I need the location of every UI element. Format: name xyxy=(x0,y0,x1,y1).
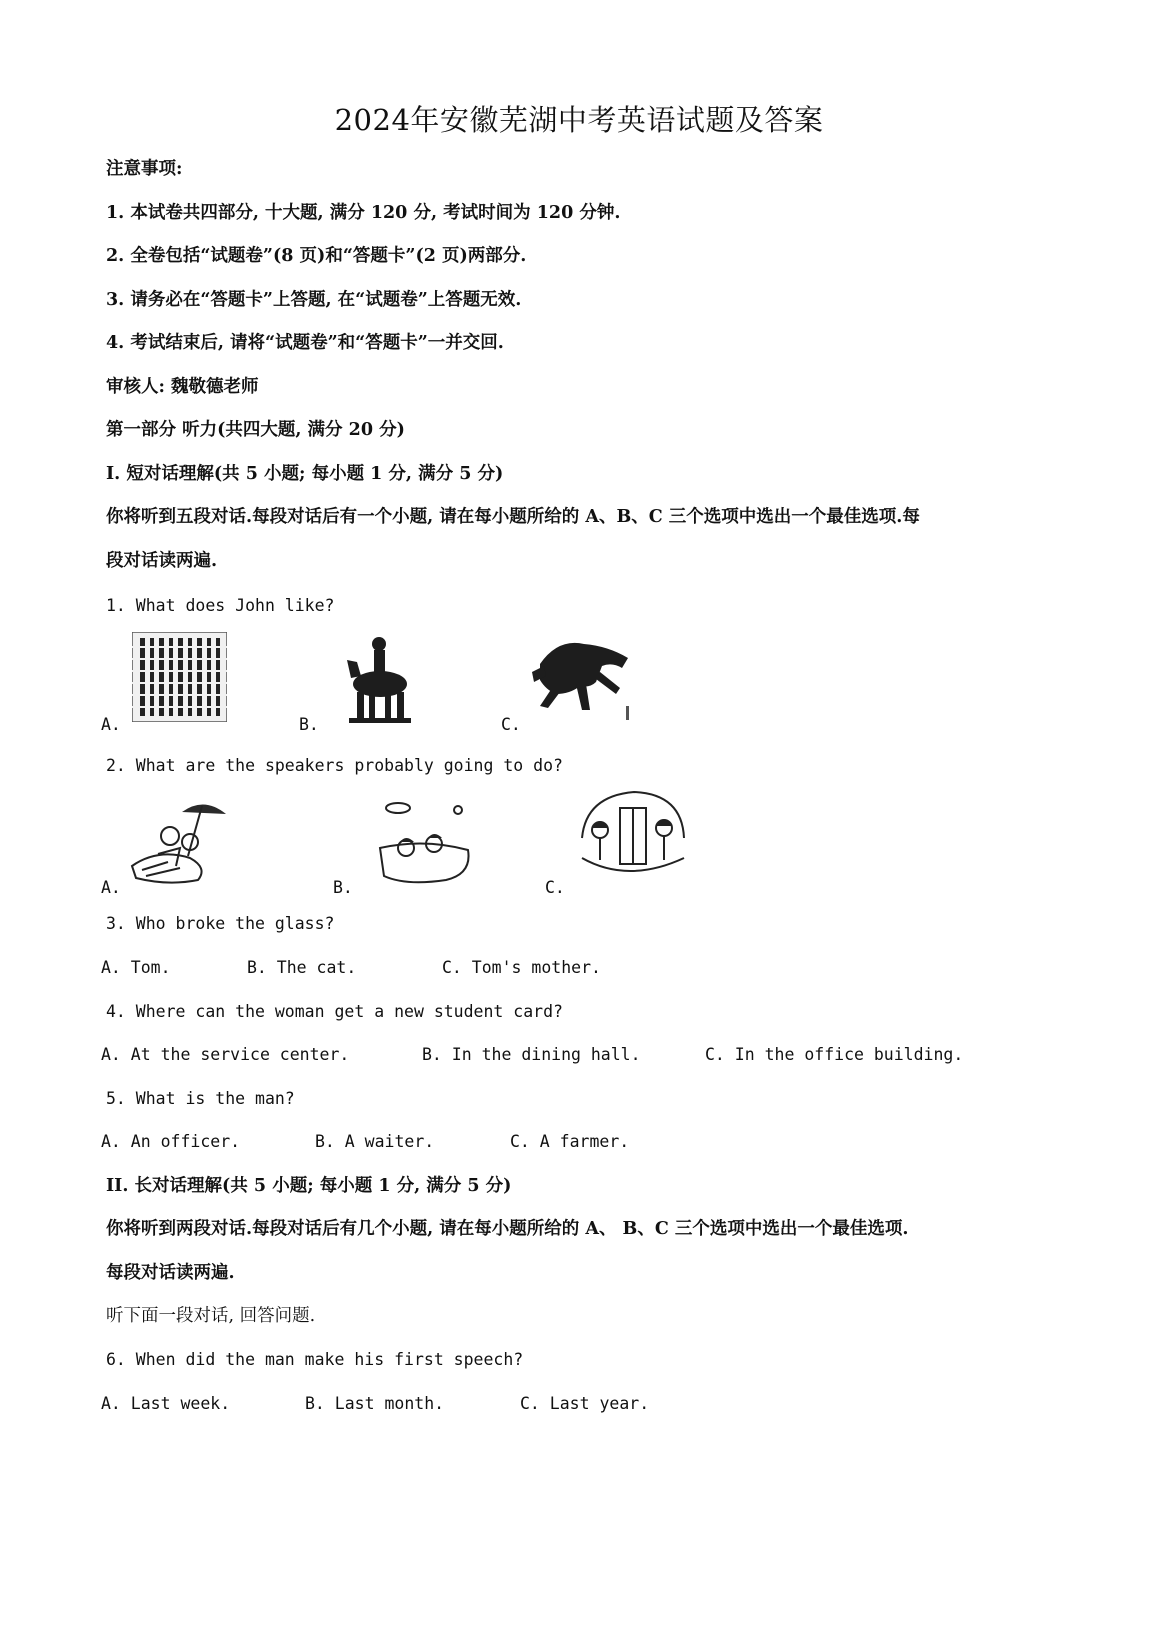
q4-option-a: A. At the service center. xyxy=(101,1045,350,1064)
section2-instruction-1: 你将听到两段对话.每段对话后有几个小题, 请在每小题所给的 A、 B、C 三个选项中选出一个最佳选项. xyxy=(106,1219,909,1239)
horse-rider-statue-image xyxy=(345,634,415,724)
q3-option-b: B. The cat. xyxy=(247,958,357,977)
question-1: 1. What does John like? xyxy=(106,596,335,615)
section1-instruction-1: 你将听到五段对话.每段对话后有一个小题, 请在每小题所给的 A、B、C 三个选项中选出一个最佳选项.每 xyxy=(106,507,920,527)
q2-label-c: C. xyxy=(545,878,565,897)
notes-heading: 注意事项: xyxy=(106,159,183,179)
question-3: 3. Who broke the glass? xyxy=(106,914,335,933)
badminton-image xyxy=(578,788,688,886)
q3-option-a: A. Tom. xyxy=(101,958,171,977)
part1-heading: 第一部分 听力(共四大题, 满分 20 分) xyxy=(106,420,405,440)
question-5: 5. What is the man? xyxy=(106,1089,295,1108)
q4-option-b: B. In the dining hall. xyxy=(422,1045,641,1064)
question-6: 6. When did the man make his first speech? xyxy=(106,1350,524,1369)
section1-instruction-2: 段对话读两遍. xyxy=(106,551,218,571)
kids-playing-image xyxy=(376,800,471,888)
note-item-4: 4. 考试结束后, 请将“试题卷”和“答题卡”一并交回. xyxy=(106,333,504,353)
q4-option-c: C. In the office building. xyxy=(705,1045,964,1064)
note-item-2: 2. 全卷包括“试题卷”(8 页)和“答题卡”(2 页)两部分. xyxy=(106,246,527,266)
note-item-3: 3. 请务必在“答题卡”上答题, 在“试题卷”上答题无效. xyxy=(106,290,522,310)
note-item-1: 1. 本试卷共四部分, 十大题, 满分 120 分, 考试时间为 120 分钟. xyxy=(106,203,621,223)
q1-label-b: B. xyxy=(299,715,319,734)
section1-heading: I. 短对话理解(共 5 小题; 每小题 1 分, 满分 5 分) xyxy=(106,464,504,484)
q5-option-c: C. A farmer. xyxy=(510,1132,630,1151)
q6-option-b: B. Last month. xyxy=(305,1394,445,1413)
page-title: 2024年安徽芜湖中考英语试题及答案 xyxy=(334,103,824,137)
q2-label-b: B. xyxy=(333,878,353,897)
q2-label-a: A. xyxy=(101,878,121,897)
question-4: 4. Where can the woman get a new student card? xyxy=(106,1002,563,1021)
q3-option-c: C. Tom's mother. xyxy=(442,958,601,977)
calligraphy-image xyxy=(132,632,227,722)
horse-painting-image xyxy=(530,636,635,724)
question-2: 2. What are the speakers probably going to do? xyxy=(106,756,563,775)
q1-label-c: C. xyxy=(501,715,521,734)
q6-option-a: A. Last week. xyxy=(101,1394,231,1413)
q5-option-a: A. An officer. xyxy=(101,1132,241,1151)
q1-label-a: A. xyxy=(101,715,121,734)
beach-picnic-image xyxy=(128,796,228,886)
q6-option-c: C. Last year. xyxy=(520,1394,650,1413)
reviewer: 审核人: 魏敬德老师 xyxy=(106,377,259,397)
section2-sub-instruction: 听下面一段对话, 回答问题. xyxy=(106,1306,316,1326)
q5-option-b: B. A waiter. xyxy=(315,1132,435,1151)
section2-heading: II. 长对话理解(共 5 小题; 每小题 1 分, 满分 5 分) xyxy=(106,1176,512,1196)
section2-instruction-2: 每段对话读两遍. xyxy=(106,1263,235,1283)
